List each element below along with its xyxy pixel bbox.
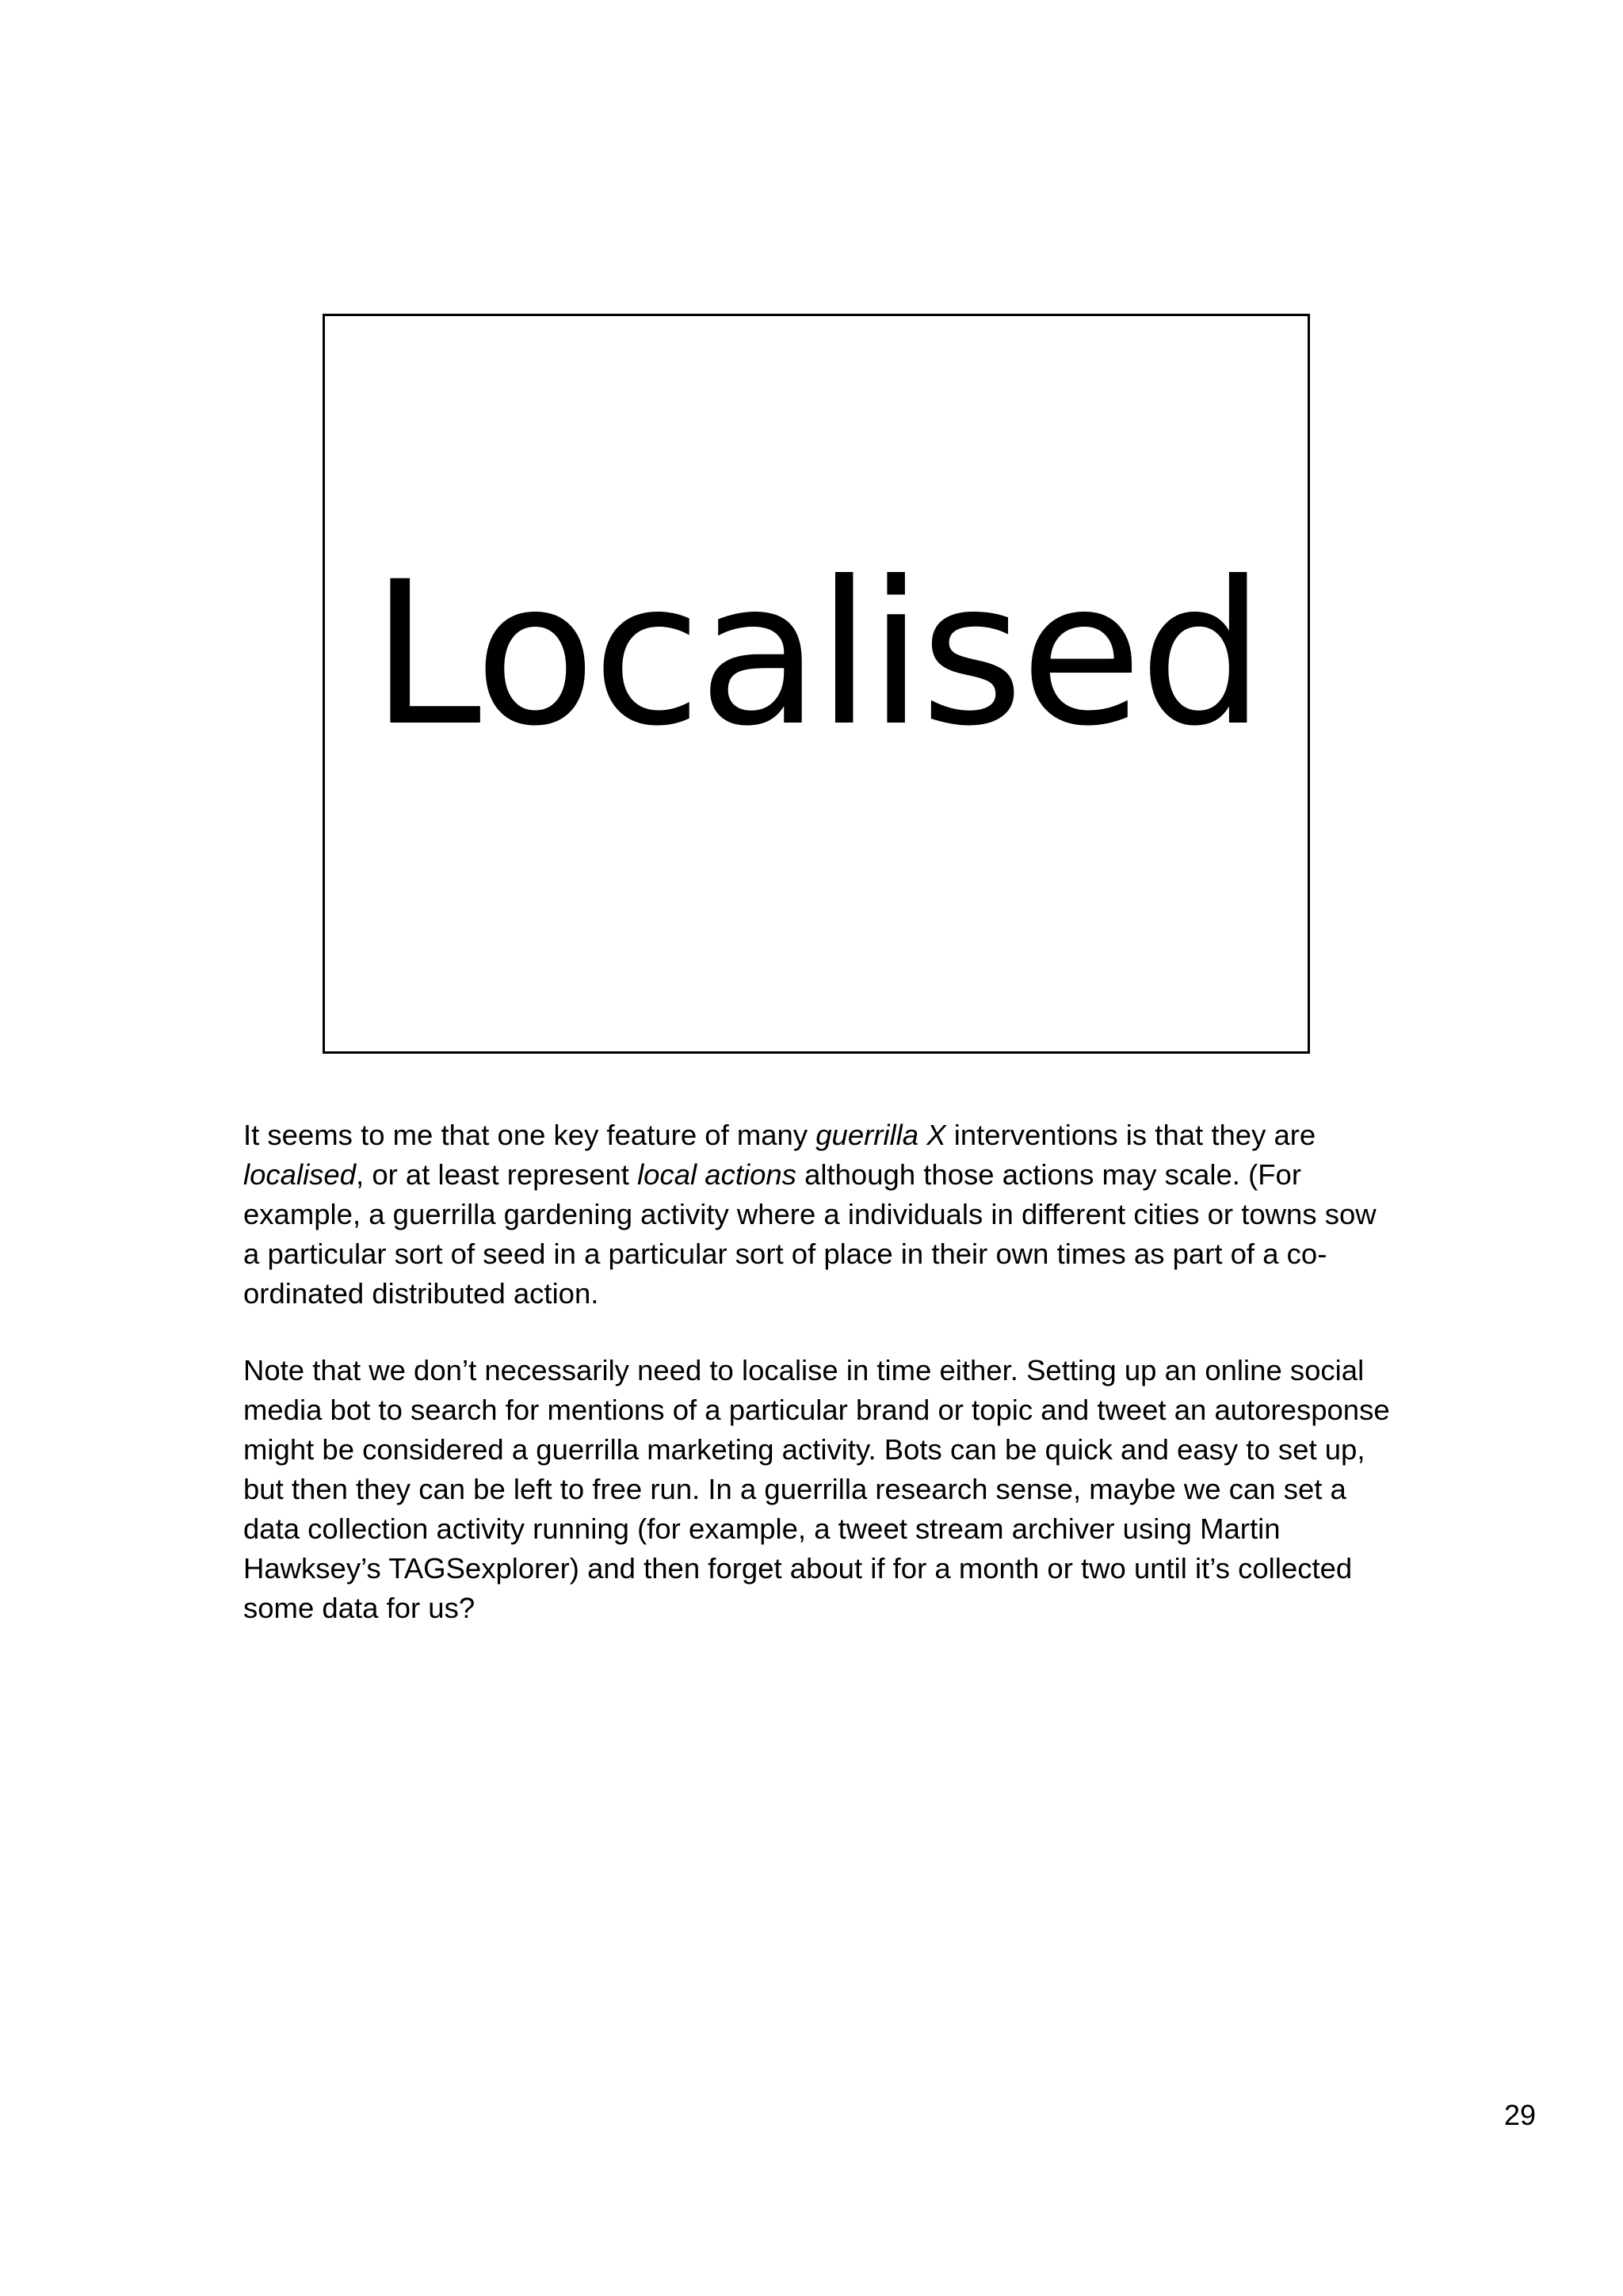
notes-paragraph-2: Note that we don’t necessarily need to localise in time either. Setting up an online social media bot to search for mentions of a particular brand or topic and tweet an autoresponse might be considered a guerrilla marketing activity. Bots can be quick and easy to set up, but then they can be left to free run. In a guerrilla research sense, maybe we can set a data collection activity running (for example, a tweet stream archiver using Martin Hawksey’s TAGSexplorer) and then forget about if for a month or two until it’s collected some data for us?	[243, 1354, 1390, 1624]
notes-p1-text-1: It seems to me that one key feature of many	[243, 1119, 816, 1151]
page-number: 29	[1503, 2099, 1536, 2131]
notes-paragraph-1	[243, 1116, 1400, 1314]
notes-p1-text-4: although those actions may scale. (For example, a guerrilla gardening activity where a individuals in different cities or towns sow a particular sort of seed in a particular sort of place in their own times as part of a co-ordinated distributed action.	[243, 1158, 1377, 1310]
notes-p1-text-2: interventions is that they are	[945, 1119, 1316, 1151]
speaker-notes	[243, 1116, 1400, 1628]
notes-p1-emphasis-guerrilla-x: guerrilla X	[815, 1119, 946, 1151]
slide-thumbnail	[323, 314, 1310, 1054]
notes-p1-emphasis-local-actions: local actions	[637, 1158, 796, 1191]
notes-p1-text-3: , or at least represent	[356, 1158, 638, 1191]
slide-title: Localised	[370, 538, 1262, 769]
notes-p1-emphasis-localised: localised	[243, 1158, 357, 1191]
